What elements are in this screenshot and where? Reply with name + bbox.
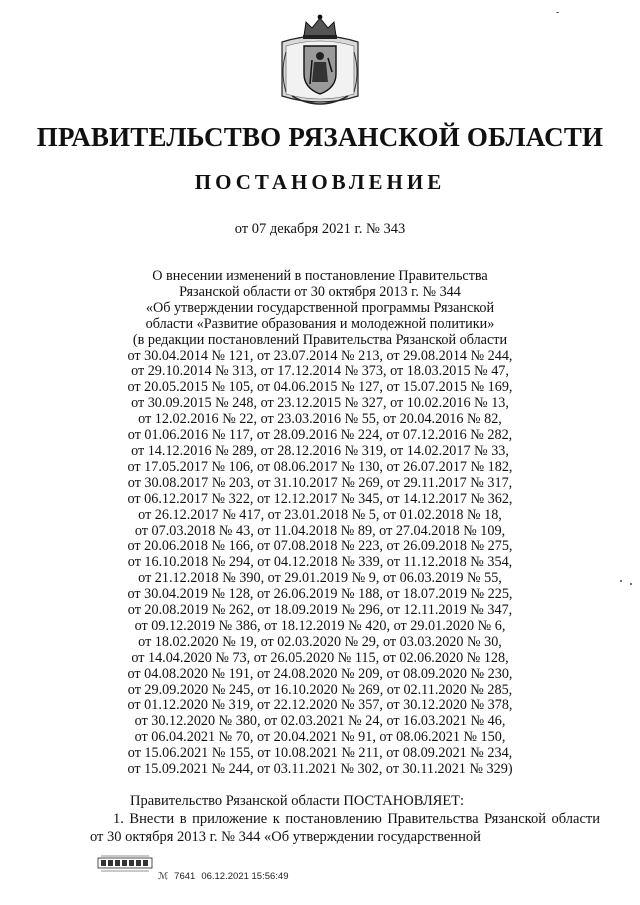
subject-line: от 14.04.2020 № 73, от 26.05.2020 № 115, от 02.06.2020 № 128,	[131, 649, 509, 666]
subject-line: (в редакции постановлений Правительства Рязанской области	[132, 331, 508, 348]
subject-line: от 15.06.2021 № 155, от 10.08.2021 № 211, от 08.09.2021 № 234,	[127, 745, 513, 762]
decree-subject-block	[95, 269, 545, 778]
scan-speck	[620, 580, 622, 582]
coat-of-arms-emblem	[272, 12, 368, 112]
subject-line: от 20.08.2019 № 262, от 18.09.2019 № 296, от 12.11.2019 № 347,	[127, 602, 513, 619]
subject-line: от 17.05.2017 № 106, от 08.06.2017 № 130, от 26.07.2017 № 182,	[127, 458, 513, 475]
subject-line: от 06.12.2017 № 322, от 12.12.2017 № 345, от 14.12.2017 № 362,	[127, 490, 513, 507]
subject-line: от 01.06.2016 № 117, от 28.09.2016 № 224, от 07.12.2016 № 282,	[127, 427, 513, 444]
subject-line: от 30.09.2015 № 248, от 23.12.2015 № 327, от 10.02.2016 № 13,	[131, 395, 509, 412]
subject-line: от 30.12.2020 № 380, от 02.03.2021 № 24, от 16.03.2021 № 46,	[134, 713, 506, 730]
subject-line: от 14.12.2016 № 289, от 28.12.2016 № 319, от 14.02.2017 № 33,	[131, 442, 509, 459]
subject-line: Рязанской области от 30 октября 2013 г. № 344	[179, 283, 461, 300]
subject-line: от 30.08.2017 № 203, от 31.10.2017 № 269, от 29.11.2017 № 317,	[127, 474, 513, 491]
scan-speck	[556, 12, 559, 13]
subject-line: от 20.06.2018 № 166, от 07.08.2018 № 223, от 26.09.2018 № 275,	[127, 538, 513, 555]
registration-footer	[158, 871, 294, 882]
subject-line: от 07.03.2018 № 43, от 11.04.2018 № 89, от 27.04.2018 № 109,	[134, 522, 506, 539]
registration-stamp	[97, 853, 153, 875]
subject-line: от 18.02.2020 № 19, от 02.03.2020 № 29, от 03.03.2020 № 30,	[138, 633, 502, 650]
subject-line: области «Развитие образования и молодежной политики»	[145, 315, 495, 332]
subject-line: от 29.09.2020 № 245, от 16.10.2020 № 269, от 02.11.2020 № 285,	[127, 681, 513, 698]
subject-line: от 09.12.2019 № 386, от 18.12.2019 № 420, от 29.01.2020 № 6,	[134, 617, 506, 634]
decree-preamble: Правительство Рязанской области ПОСТАНОВЛЯЕТ:	[130, 793, 465, 809]
subject-line: от 30.04.2019 № 128, от 26.06.2019 № 188, от 18.07.2019 № 225,	[127, 586, 513, 603]
decree-body	[90, 792, 600, 846]
footer-doc-number: 7641	[174, 871, 196, 882]
handwritten-mark-icon: ℳ	[158, 871, 169, 882]
subject-line: от 15.09.2021 № 244, от 03.11.2021 № 302, от 30.11.2021 № 329)	[127, 761, 513, 778]
subject-line: от 06.04.2021 № 70, от 20.04.2021 № 91, от 08.06.2021 № 150,	[134, 729, 506, 746]
subject-line: от 20.05.2015 № 105, от 04.06.2015 № 127, от 15.07.2015 № 169,	[127, 379, 513, 396]
subject-line: от 16.10.2018 № 294, от 04.12.2018 № 339, от 11.12.2018 № 354,	[127, 554, 513, 571]
subject-line: от 01.12.2020 № 319, от 22.12.2020 № 357, от 30.12.2020 № 378,	[127, 697, 513, 714]
decree-item-1: 1. Внести в приложение к постановлению Правительства Рязанской области от 30 октября 2013 г. № 344 «Об утверждении государственной	[90, 811, 600, 845]
document-type-heading: ПОСТАНОВЛЕНИЕ	[194, 170, 446, 194]
subject-line: от 12.02.2016 № 22, от 23.03.2016 № 55, от 20.04.2016 № 82,	[138, 411, 502, 428]
footer-timestamp: 06.12.2021 15:56:49	[201, 871, 289, 882]
subject-line: от 29.10.2014 № 313, от 17.12.2014 № 373, от 18.03.2015 № 47,	[131, 363, 509, 380]
scan-speck	[630, 583, 632, 585]
subject-line: от 30.04.2014 № 121, от 23.07.2014 № 213, от 29.08.2014 № 244,	[127, 347, 513, 364]
government-title: ПРАВИТЕЛЬСТВО РЯЗАНСКОЙ ОБЛАСТИ	[36, 122, 604, 152]
subject-line: от 04.08.2020 № 191, от 24.08.2020 № 209, от 08.09.2020 № 230,	[127, 665, 513, 682]
subject-line: «Об утверждении государственной программы Рязанской	[145, 299, 495, 316]
subject-line: О внесении изменений в постановление Правительства	[152, 268, 488, 284]
subject-line: от 26.12.2017 № 417, от 23.01.2018 № 5, от 01.02.2018 № 18,	[138, 506, 502, 523]
subject-line: от 21.12.2018 № 390, от 29.01.2019 № 9, от 06.03.2019 № 55,	[138, 570, 502, 587]
document-date-number: от 07 декабря 2021 г. № 343	[234, 221, 406, 237]
